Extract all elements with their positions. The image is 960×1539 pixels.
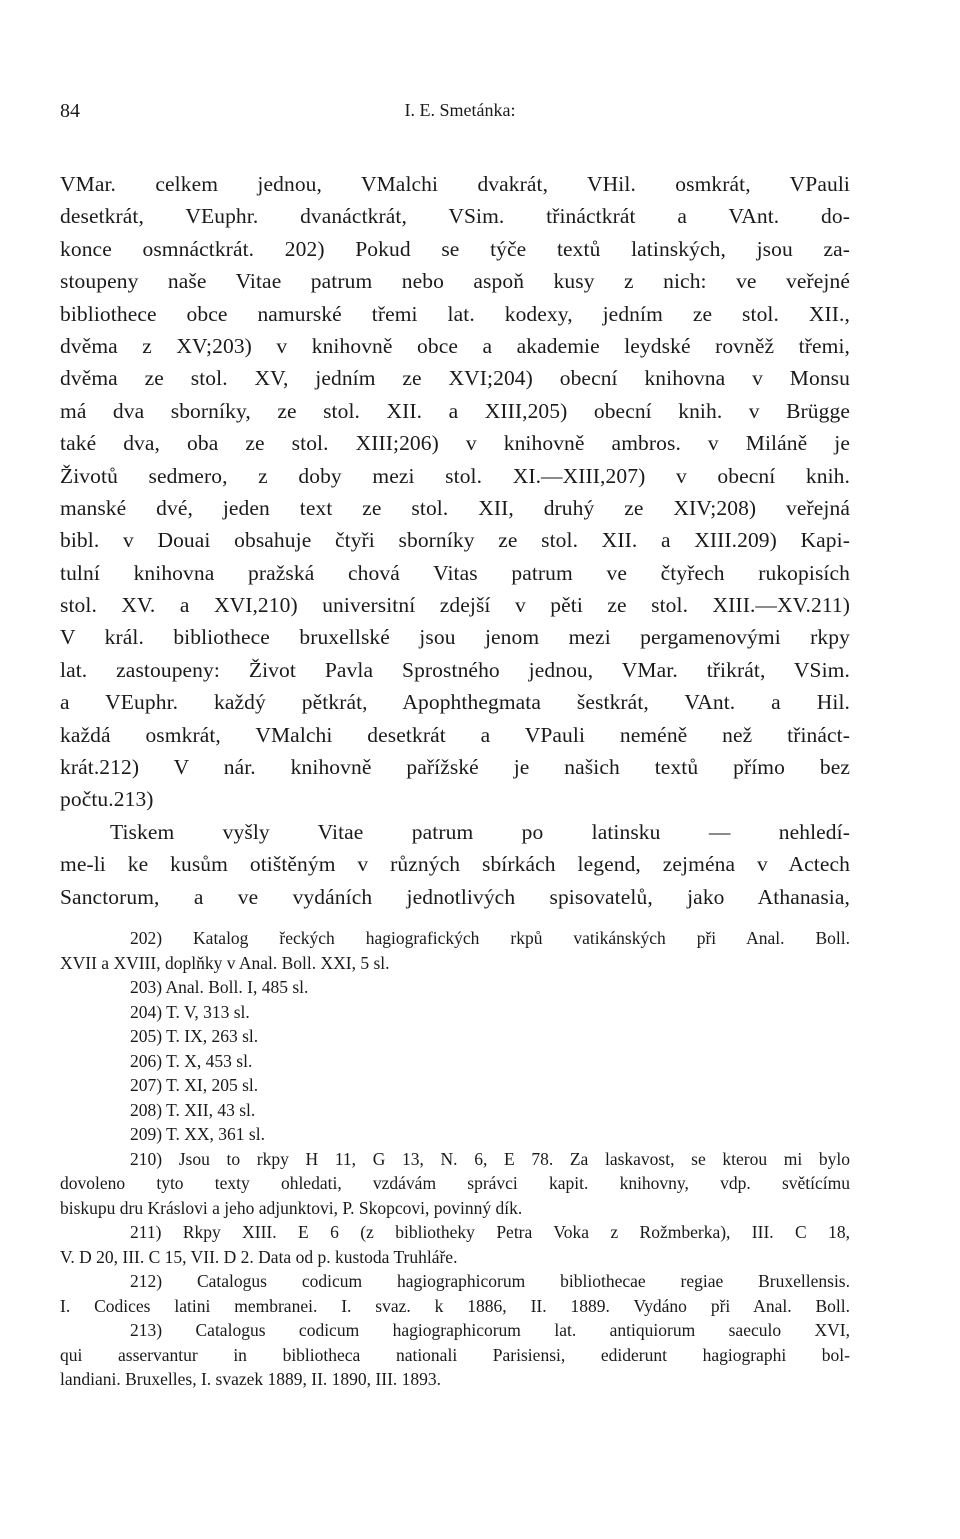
footnote-line: 212) Catalogus codicum hagiographicorum bibliothecae regiae Bruxellensis.	[130, 1271, 850, 1291]
text-line: také dva, oba ze stol. XIII;206) v knihovně ambros. v Miláně je	[60, 431, 850, 456]
text-line: stoupeny naše Vitae patrum nebo aspoň kusy z nich: ve veřejné	[60, 269, 850, 294]
text-line: konce osmnáctkrát. 202) Pokud se týče textů latinských, jsou za-	[60, 236, 850, 261]
text-line: dvěma z XV;203) v knihovně obce a akademie leydské rovněž třemi,	[60, 333, 850, 358]
text-line: bibl. v Douai obsahuje čtyři sborníky ze stol. XII. a XIII.209) Kapi-	[60, 528, 850, 553]
text-line: krát.212) V nár. knihovně pařížské je našich textů přímo bez	[60, 755, 850, 780]
footnote-line: 213) Catalogus codicum hagiographicorum lat. antiquiorum saeculo XVI,	[130, 1320, 850, 1340]
footnote-line: 207) T. XI, 205 sl.	[130, 1075, 259, 1095]
footnote-line: biskupu dru Kráslovi a jeho adjunktovi, P. Skopcovi, povinný dík.	[60, 1197, 523, 1218]
footnote-line: 204) T. V, 313 sl.	[130, 1001, 250, 1022]
text-line: Tiskem vyšly Vitae patrum po latinsku — nehledí-	[110, 819, 850, 844]
footnote-line: I. Codices latini membranei. I. svaz. k 1886, II. 1889. Vydáno při Anal. Boll.	[60, 1295, 850, 1316]
footnote-line: 206) T. X, 453 sl.	[130, 1050, 253, 1071]
text-line: počtu.213)	[60, 787, 154, 812]
text-line: lat. zastoupeny: Život Pavla Sprostného jednou, VMar. třikrát, VSim.	[60, 657, 850, 682]
text-line: tulní knihovna pražská chová Vitas patrum ve čtyřech rukopisích	[60, 560, 850, 585]
footnote-line: XVII a XVIII, doplňky v Anal. Boll. XXI, 5 sl.	[60, 952, 390, 973]
footnote-line: 202) Katalog řeckých hagiografických rkpů vatikánských při Anal. Boll.	[130, 928, 850, 948]
text-line: manské dvé, jeden text ze stol. XII, druhý ze XIV;208) veřejná	[60, 495, 850, 520]
footnote-line: qui asservantur in bibliotheca nationali Parisiensi, ediderunt hagiographi bol-	[60, 1344, 850, 1365]
footnote-line: landiani. Bruxelles, I. svazek 1889, II. 1890, III. 1893.	[60, 1369, 442, 1389]
footnote-line: V. D 20, III. C 15, VII. D 2. Data od p. kustoda Truhláře.	[60, 1246, 458, 1267]
footnote-line: 211) Rkpy XIII. E 6 (z bibliotheky Petra Voka z Rožmberka), III. C 18,	[130, 1222, 850, 1242]
text-line: desetkrát, VEuphr. dvanáctkrát, VSim. třináctkrát a VAnt. do-	[60, 204, 850, 229]
text-line: má dva sborníky, ze stol. XII. a XIII,205) obecní knih. v Brügge	[60, 398, 850, 423]
text-line: VMar. celkem jednou, VMalchi dvakrát, VHil. osmkrát, VPauli	[60, 172, 850, 196]
text-line: bibliothece obce namurské třemi lat. kodexy, jedním ze stol. XII.,	[60, 301, 850, 326]
text-line: každá osmkrát, VMalchi desetkrát a VPauli neméně než třináct-	[60, 722, 850, 747]
text-line: a VEuphr. každý pětkrát, Apophthegmata šestkrát, VAnt. a Hil.	[60, 690, 850, 715]
text-line: V král. bibliothece bruxellské jsou jenom mezi pergamenovými rkpy	[60, 625, 850, 650]
footnote-line: dovoleno tyto texty ohledati, vzdávám správci kapit. knihovny, vdp. světícímu	[60, 1173, 850, 1193]
main-text	[60, 168, 850, 913]
page-header	[60, 100, 860, 130]
text-line: dvěma ze stol. XV, jedním ze XVI;204) obecní knihovna v Monsu	[60, 366, 850, 391]
running-head: I. E. Smetánka:	[404, 100, 516, 120]
footnote-line: 203) Anal. Boll. I, 485 sl.	[130, 977, 309, 997]
footnote-line: 208) T. XII, 43 sl.	[130, 1099, 256, 1120]
footnote-line: 209) T. XX, 361 sl.	[130, 1124, 265, 1144]
text-line: Sanctorum, a ve vydáních jednotlivých spisovatelů, jako Athanasia,	[60, 884, 850, 909]
text-line: me-li ke kusům otištěným v různých sbírkách legend, zejména v Actech	[60, 852, 850, 877]
text-line: stol. XV. a XVI,210) universitní zdejší v pěti ze stol. XIII.—XV.211)	[60, 593, 850, 618]
page-number: 84	[60, 100, 80, 122]
footnote-line: 205) T. IX, 263 sl.	[130, 1026, 259, 1046]
text-line: Životů sedmero, z doby mezi stol. XI.—XIII,207) v obecní knih.	[60, 463, 850, 488]
footnote-line: 210) Jsou to rkpy H 11, G 13, N. 6, E 78. Za laskavost, se kterou mi bylo	[130, 1148, 850, 1169]
footnotes	[60, 926, 850, 1392]
